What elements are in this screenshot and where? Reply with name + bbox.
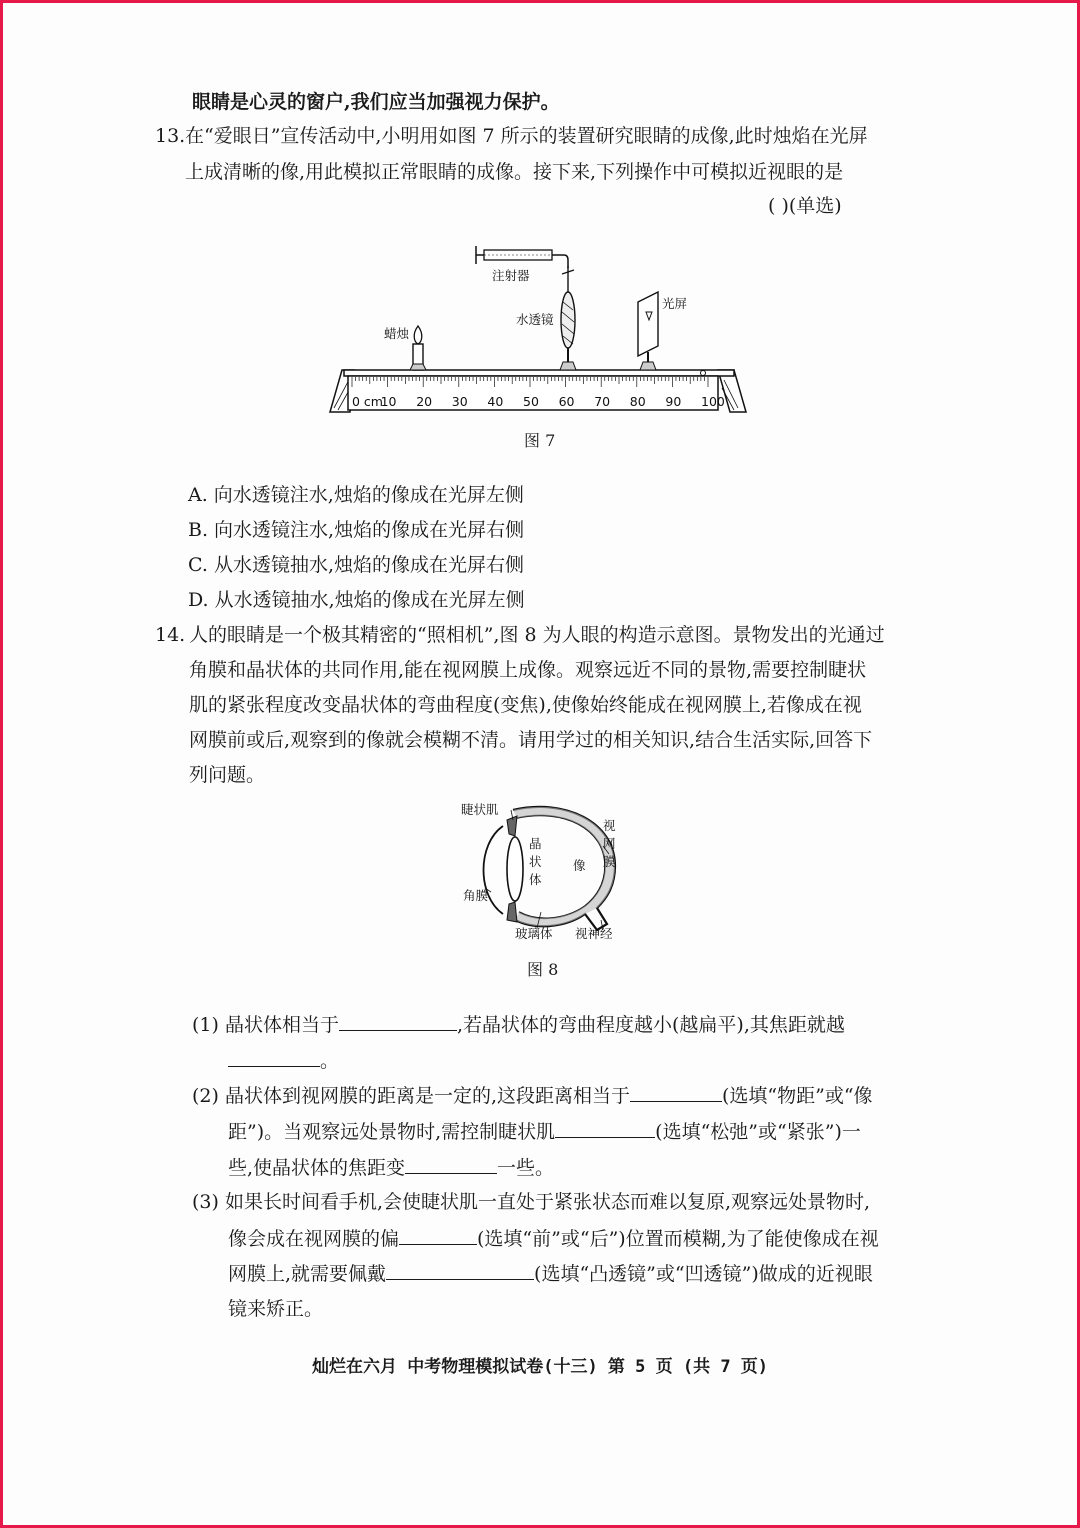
q13-line2: 上成清晰的像,用此模拟正常眼睛的成像。接下来,下列操作中可模拟近视眼的是 — [185, 161, 844, 183]
q14-line5: 列问题。 — [189, 764, 266, 786]
q14-sub2-text-b: (选填“物距”或“像 — [722, 1085, 873, 1107]
q13-option-b: B. 向水透镜注水,烛焰的像成在光屏右侧 — [188, 519, 525, 541]
label-vitreous: 玻璃体 — [515, 926, 553, 941]
label-screen: 光屏 — [662, 296, 688, 311]
q13-line1: 在“爱眼日”宣传活动中,小明用如图 7 所示的装置研究眼睛的成像,此时烛焰在光屏 — [185, 125, 868, 147]
label-syringe: 注射器 — [492, 268, 530, 283]
label-ciliary: 睫状肌 — [461, 802, 499, 817]
eye-ciliary-top — [507, 816, 517, 836]
q14-sub2-text-a: (2) 晶状体到视网膜的距离是一定的,这段距离相当于 — [192, 1085, 630, 1107]
ruler-scale-label: 100 — [701, 394, 725, 409]
ruler-scale-label: 0 cm — [352, 394, 383, 409]
q14-sub3-text-c: (选填“前”或“后”)位置而模糊,为了能使像成在视 — [477, 1228, 879, 1250]
q14-sub2-line1 — [192, 1083, 873, 1108]
syringe — [476, 246, 568, 268]
q14-sub2-blank-3[interactable] — [405, 1155, 497, 1174]
ruler-scale-label: 90 — [665, 394, 682, 409]
q14-sub2-line3 — [228, 1155, 554, 1180]
q14-sub3-line1: (3) 如果长时间看手机,会使睫状肌一直处于紧张状态而难以复原,观察远处景物时, — [192, 1191, 871, 1213]
label-lens-1: 晶 — [529, 836, 542, 851]
bench-rail — [344, 370, 734, 376]
label-water-lens: 水透镜 — [516, 312, 554, 327]
ruler-scale-label: 70 — [594, 394, 611, 409]
q14-sub2-text-d: (选填“松弛”或“紧张”)一 — [655, 1121, 861, 1143]
q14-sub3-text-b: 像会成在视网膜的偏 — [228, 1228, 400, 1250]
q14-sub1-blank-2[interactable] — [228, 1048, 320, 1067]
ruler-scale-label: 60 — [558, 394, 575, 409]
label-image: 像 — [573, 858, 586, 873]
ruler-scale-label: 20 — [416, 394, 433, 409]
intro-text: 眼睛是心灵的窗户,我们应当加强视力保护。 — [192, 91, 560, 113]
ruler-scale-label: 50 — [523, 394, 539, 409]
figure-8-caption: 图 8 — [527, 960, 559, 979]
q14-sub1-text-c: 。 — [320, 1050, 340, 1072]
label-cornea: 角膜 — [463, 888, 489, 903]
label-lens-2: 状 — [529, 854, 542, 869]
ruler-scale-label: 40 — [487, 394, 504, 409]
q13-option-c: C. 从水透镜抽水,烛焰的像成在光屏右侧 — [188, 554, 524, 576]
q14-sub3-text-e: (选填“凸透镜”或“凹透镜”)做成的近视眼 — [534, 1263, 873, 1285]
label-lens-3: 体 — [529, 872, 542, 887]
q14-sub2-blank-2[interactable] — [555, 1119, 655, 1138]
q14-sub2-blank-1[interactable] — [630, 1083, 722, 1102]
q14-sub1-text-b: ,若晶状体的弯曲程度越小(越扁平),其焦距就越 — [456, 1014, 845, 1036]
eye-ciliary-bottom — [507, 902, 517, 922]
q14-sub1-blank-1[interactable] — [339, 1012, 457, 1031]
water-lens — [560, 266, 576, 370]
candle — [410, 326, 426, 370]
label-retina-1: 视 — [603, 818, 616, 833]
ruler-scale-label: 30 — [451, 394, 468, 409]
q14-sub3-line3 — [228, 1261, 873, 1286]
figure-8-eye-diagram — [455, 796, 635, 946]
q14-line1: 人的眼睛是一个极其精密的“照相机”,图 8 为人眼的构造示意图。景物发出的光通过 — [189, 624, 885, 646]
q14-sub2-text-c: 距”)。当观察远处景物时,需控制睫状肌 — [228, 1121, 556, 1143]
q13-number: 13. — [155, 125, 186, 147]
ruler-scale-label: 80 — [629, 394, 646, 409]
q14-sub3-line2 — [228, 1226, 879, 1251]
label-retina-2: 网 — [603, 836, 616, 851]
figure-7-caption: 图 7 — [524, 431, 556, 450]
figure-7-apparatus — [320, 240, 760, 420]
q14-line3: 肌的紧张程度改变晶状体的弯曲程度(变焦),使像始终能成在视网膜上,若像成在视 — [189, 694, 862, 716]
q14-line2: 角膜和晶状体的共同作用,能在视网膜上成像。观察远近不同的景物,需要控制睫状 — [189, 659, 867, 681]
q14-number: 14. — [155, 624, 186, 646]
q14-sub2-text-f: 一些。 — [497, 1157, 555, 1179]
label-retina-3: 膜 — [603, 854, 616, 869]
q14-sub2-text-e: 些,使晶状体的焦距变 — [228, 1157, 406, 1179]
q14-sub3-line4: 镜来矫正。 — [228, 1298, 324, 1320]
q14-sub1-line1 — [192, 1012, 845, 1037]
q13-answer-paren: ( )(单选) — [768, 195, 842, 217]
q14-sub1-text-a: (1) 晶状体相当于 — [192, 1014, 339, 1036]
ruler-scale-label: 10 — [380, 394, 397, 409]
q13-option-d: D. 从水透镜抽水,烛焰的像成在光屏左侧 — [188, 589, 525, 611]
q14-sub3-text-d: 网膜上,就需要佩戴 — [228, 1263, 387, 1285]
q14-sub3-blank-1[interactable] — [399, 1226, 477, 1245]
q13-option-a: A. 向水透镜注水,烛焰的像成在光屏左侧 — [188, 484, 524, 506]
q14-sub3-blank-2[interactable] — [386, 1261, 534, 1280]
label-candle: 蜡烛 — [384, 326, 410, 341]
q14-sub2-line2 — [228, 1119, 861, 1144]
page-footer: 灿烂在六月 中考物理模拟试卷(十三) 第 5 页 (共 7 页) — [311, 1357, 769, 1377]
q14-line4: 网膜前或后,观察到的像就会模糊不清。请用学过的相关知识,结合生活实际,回答下 — [189, 729, 873, 751]
q14-sub1-line2 — [228, 1048, 339, 1073]
eye-lens — [507, 837, 523, 901]
label-optic-nerve: 视神经 — [575, 926, 613, 941]
